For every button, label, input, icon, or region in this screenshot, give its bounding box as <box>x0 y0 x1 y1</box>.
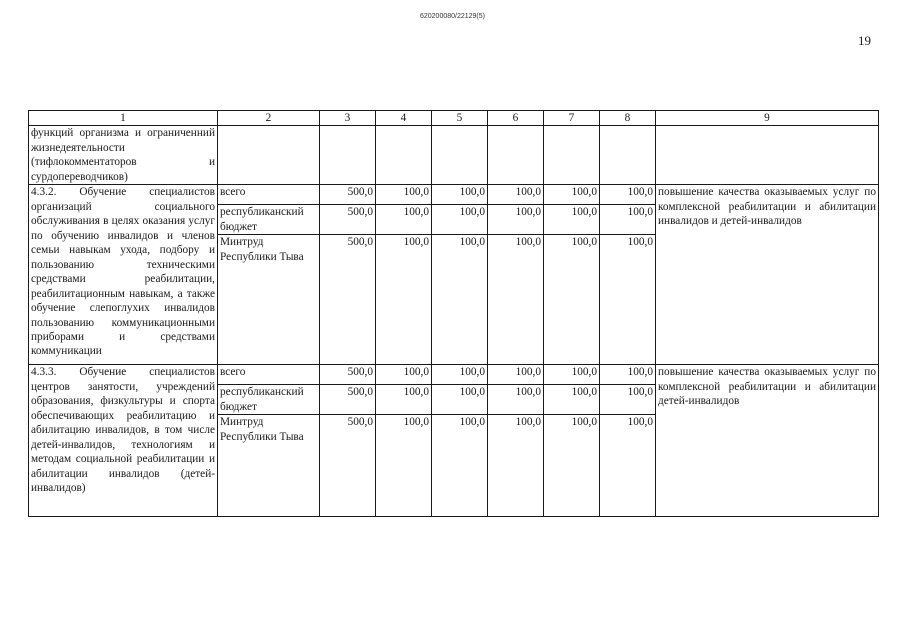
funding-source: всего <box>218 365 320 385</box>
value-cell: 100,0 <box>600 185 656 205</box>
column-header: 1 <box>29 111 218 126</box>
funding-source: всего <box>218 185 320 205</box>
value-cell: 100,0 <box>376 365 432 385</box>
column-header: 3 <box>320 111 376 126</box>
value-cell: 100,0 <box>488 415 544 517</box>
column-header: 5 <box>432 111 488 126</box>
value-cell: 100,0 <box>544 365 600 385</box>
value-cell: 100,0 <box>544 185 600 205</box>
value-cell: 100,0 <box>432 185 488 205</box>
column-number-row <box>29 111 879 126</box>
value-cell: 100,0 <box>544 205 600 235</box>
value-cell: 100,0 <box>432 365 488 385</box>
column-header: 7 <box>544 111 600 126</box>
column-header: 4 <box>376 111 432 126</box>
value-cell: 100,0 <box>544 385 600 415</box>
value-cell: 100,0 <box>488 235 544 365</box>
column-header: 2 <box>218 111 320 126</box>
value-cell: 500,0 <box>320 205 376 235</box>
measure-description: 4.3.2. Обучение специалистов организаций социального обслуживания в целях оказания услуг по обучению инвалидов и членов семьи навыкам ухода, подбору и пользованию техническими средствами реабилитации, реабилитационным навыкам, а также обучение слепоглухих инвалидов пользованию коммуникационными приборами и средствами коммуникации <box>29 185 218 365</box>
program-table <box>28 110 879 517</box>
value-cell: 500,0 <box>320 415 376 517</box>
value-cell: 100,0 <box>376 185 432 205</box>
column-header: 6 <box>488 111 544 126</box>
document-code: 620200080/22129(5) <box>419 13 485 20</box>
expected-result: повышение качества оказываемых услуг по комплексной реабилитации и абилитации инвалидов и детей-инвалидов <box>656 185 879 365</box>
value-cell: 100,0 <box>600 385 656 415</box>
value-cell: 100,0 <box>488 365 544 385</box>
value-cell: 100,0 <box>544 235 600 365</box>
continuation-description: функций организма и ограниченний жизнедеятельности (тифлокомментаторов и сурдопереводчиков) <box>29 126 218 185</box>
table-row <box>29 185 879 205</box>
value-cell: 100,0 <box>432 205 488 235</box>
continuation-row <box>29 126 879 185</box>
value-cell: 500,0 <box>320 235 376 365</box>
value-cell: 100,0 <box>488 205 544 235</box>
funding-source: республиканский бюджет <box>218 385 320 415</box>
funding-source: Минтруд Республики Тыва <box>218 235 320 365</box>
value-cell: 100,0 <box>376 415 432 517</box>
value-cell: 100,0 <box>376 385 432 415</box>
expected-result: повышение качества оказываемых услуг по комплексной реабилитации и абилитации детей-инвалидов <box>656 365 879 517</box>
column-header: 9 <box>656 111 879 126</box>
funding-source: республиканский бюджет <box>218 205 320 235</box>
value-cell: 100,0 <box>488 185 544 205</box>
value-cell: 100,0 <box>600 365 656 385</box>
measure-description: 4.3.3. Обучение специалистов центров занятости, учреждений образования, физкультуры и спорта обеспечивающих реабилитацию и абилитацию инвалидов, в том числе детей-инвалидов, технологиям и методам социальной реабилитации и абилитации инвалидов (детей-инвалидов) <box>29 365 218 517</box>
value-cell: 100,0 <box>376 235 432 365</box>
value-cell: 100,0 <box>432 385 488 415</box>
page-number: 19 <box>858 33 871 48</box>
table-row <box>29 365 879 385</box>
value-cell: 500,0 <box>320 385 376 415</box>
funding-source: Минтруд Республики Тыва <box>218 415 320 517</box>
value-cell: 100,0 <box>600 205 656 235</box>
value-cell: 100,0 <box>600 235 656 365</box>
value-cell: 100,0 <box>600 415 656 517</box>
value-cell: 100,0 <box>376 205 432 235</box>
value-cell: 500,0 <box>320 365 376 385</box>
value-cell: 100,0 <box>432 235 488 365</box>
column-header: 8 <box>600 111 656 126</box>
value-cell: 100,0 <box>432 415 488 517</box>
value-cell: 100,0 <box>544 415 600 517</box>
value-cell: 500,0 <box>320 185 376 205</box>
value-cell: 100,0 <box>488 385 544 415</box>
